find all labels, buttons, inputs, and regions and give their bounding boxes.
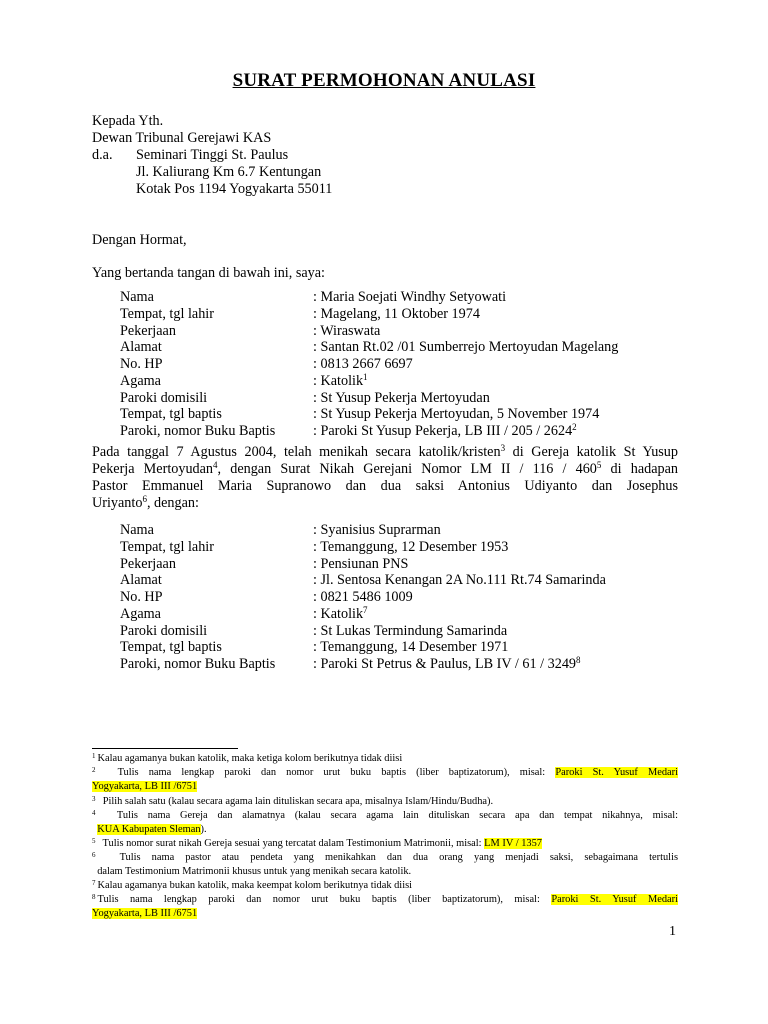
person-1-field-value: : Magelang, 11 Oktober 1974 bbox=[313, 305, 480, 322]
footnote-ref: 8 bbox=[576, 655, 581, 665]
person-1-field-label: Alamat bbox=[120, 339, 162, 356]
address-line-3: Seminari Tinggi St. Paulus bbox=[136, 147, 289, 163]
person-2-field-value: : Temanggung, 12 Desember 1953 bbox=[313, 538, 509, 555]
footnote-ref-4: 4 bbox=[213, 460, 218, 470]
letter-title: SURAT PERMOHONAN ANULASI bbox=[232, 70, 536, 91]
paragraph-line-1: Pada tanggal 7 Agustus 2004, telah menikah secara katolik/kristen$^3$ di Gereja katolik St Yusup bbox=[92, 443, 678, 460]
person-1-field-label: Agama bbox=[120, 372, 161, 389]
person-1-field-value: : Paroki St Yusup Pekerja, LB III / 205 / 2624$^2$ bbox=[313, 422, 577, 439]
person-2-field-label: Paroki domisili bbox=[120, 622, 208, 639]
person-1-field-label: Tempat, tgl baptis bbox=[120, 406, 222, 423]
person-2-field-label: Paroki, nomor Buku Baptis bbox=[120, 656, 276, 672]
address-line-2: Dewan Tribunal Gerejawi KAS bbox=[92, 130, 272, 146]
person-1-field-value: : St Yusup Pekerja Mertoyudan, 5 November 1974 bbox=[313, 406, 600, 423]
person-2-field-value: : Syanisius Suprarman bbox=[313, 522, 441, 538]
person-1-field-value: : 0813 2667 6697 bbox=[313, 356, 413, 372]
person-2-field-label: Nama bbox=[120, 522, 154, 538]
footnote-separator bbox=[92, 748, 238, 749]
person-1-field-value: : Katolik$^1$ bbox=[313, 371, 368, 389]
person-2-field-value: : Temanggung, 14 Desember 1971 bbox=[313, 639, 509, 656]
footnote-ref: 1 bbox=[363, 371, 368, 382]
person-2-field-value: : Katolik$^7$ bbox=[313, 604, 368, 622]
footnote-ref-3: 3 bbox=[500, 443, 506, 453]
footnote-ref: 7 bbox=[363, 604, 368, 615]
address-line-1: Kepada Yth. bbox=[92, 113, 164, 129]
footnote-5: $^5$ Tulis nomor surat nikah Gereja sesuai yang tercatat dalam Testimonium Matrimonii, misal: LM IV / 1357 bbox=[92, 837, 542, 849]
greeting: Dengan Hormat, bbox=[92, 232, 187, 248]
footnote-ref: 2 bbox=[572, 422, 577, 432]
person-1-field-label: Nama bbox=[120, 289, 154, 305]
person-2-field-value: : St Lukas Termindung Samarinda bbox=[313, 622, 508, 639]
footnote-2: $^2$ Tulis nama lengkap paroki dan nomor urut buku baptis (liber baptizatorum), misal: Paroki St. Yusuf Medari Yogyakarta, LB III /6751 bbox=[92, 766, 678, 792]
footnote-4: $^4$ Tulis nama Gereja dan alamatnya (kalau secara agama lain dituliskan secara apa dan tempat nikahnya, misal: KUA Kabupaten Sleman). bbox=[92, 809, 678, 835]
person-2-field-value: : Pensiunan PNS bbox=[313, 555, 409, 572]
person-2-field-value: : 0821 5486 1009 bbox=[313, 589, 413, 605]
footnote-8: $^8$ Tulis nama lengkap paroki dan nomor urut buku baptis (liber baptizatorum), misal: Paroki St. Yusuf Medari Yogyakarta, LB III /6751 bbox=[92, 893, 678, 919]
person-1-field-label: Tempat, tgl lahir bbox=[120, 305, 214, 322]
page-number: 1 bbox=[669, 924, 676, 939]
paragraph-line-3: Pastor Emmanuel Maria Supranowo dan dua saksi Antonius Udiyanto dan Josephus bbox=[92, 478, 678, 494]
person-2-field-label: Pekerjaan bbox=[120, 555, 176, 572]
paragraph-line-2: Pekerja Mertoyudan$^4$, dengan Surat Nikah Gerejani Nomor LM II / $116 / 460^5$ di hadapan bbox=[92, 460, 678, 477]
person-1-field-label: Pekerjaan bbox=[120, 322, 176, 339]
person-1-field-value: : Wiraswata bbox=[313, 322, 381, 339]
footnote-ref-5: 5 bbox=[596, 460, 602, 470]
person-1-field-value: : St Yusup Pekerja Mertoyudan bbox=[313, 389, 490, 406]
footnote-6: $^6$ Tulis nama pastor atau pendeta yang menikahkan dan dua orang yang menjadi saksi, sebagaimana tertulis dalam Testimonium Matrimonii khusus untuk yang menikah secara katolik. bbox=[92, 851, 678, 877]
footnote-7: $^7$ Kalau agamanya bukan katolik, maka keempat kolom berikutnya tidak diisi bbox=[92, 879, 413, 891]
person-1-field-value: : Santan Rt.02 /01 Sumberrejo Mertoyudan Magelang bbox=[313, 339, 619, 356]
person-2-field-label: Alamat bbox=[120, 572, 162, 589]
person-2-field-value: : Jl. Sentosa Kenangan 2A No.111 Rt.74 Samarinda bbox=[313, 572, 606, 589]
person-2-field-label: Agama bbox=[120, 605, 161, 622]
person-2-field-label: Tempat, tgl lahir bbox=[120, 538, 214, 555]
intro-sentence: Yang bertanda tangan di bawah ini, saya: bbox=[92, 265, 325, 281]
person-2-field-label: Tempat, tgl baptis bbox=[120, 639, 222, 656]
person-2-field-label: No. HP bbox=[120, 589, 163, 605]
footnote-1: $^1$ Kalau agamanya bukan katolik, maka ketiga kolom berikutnya tidak diisi bbox=[92, 752, 403, 764]
footnote-3: $^3$ Pilih salah satu (kalau secara agama lain dituliskan secara apa, misalnya Islam/Hindu/Budha). bbox=[92, 795, 494, 807]
paragraph-line-4: Uriyanto$^6$, dengan: bbox=[92, 494, 199, 511]
person-2-field-value: : Paroki St Petrus & Paulus, LB IV / 61 / 3249$^8$ bbox=[313, 655, 581, 672]
person-1-field-label: Paroki, nomor Buku Baptis bbox=[120, 423, 276, 439]
footnote-ref-6: 6 bbox=[142, 494, 147, 504]
address-da-label: d.a. bbox=[92, 147, 113, 163]
address-line-5: Kotak Pos 1194 Yogyakarta 55011 bbox=[136, 181, 333, 197]
person-1-field-value: : Maria Soejati Windhy Setyowati bbox=[313, 289, 507, 305]
address-line-4: Jl. Kaliurang Km 6.7 Kentungan bbox=[136, 164, 322, 180]
person-1-field-label: Paroki domisili bbox=[120, 389, 208, 406]
person-1-field-label: No. HP bbox=[120, 356, 163, 372]
